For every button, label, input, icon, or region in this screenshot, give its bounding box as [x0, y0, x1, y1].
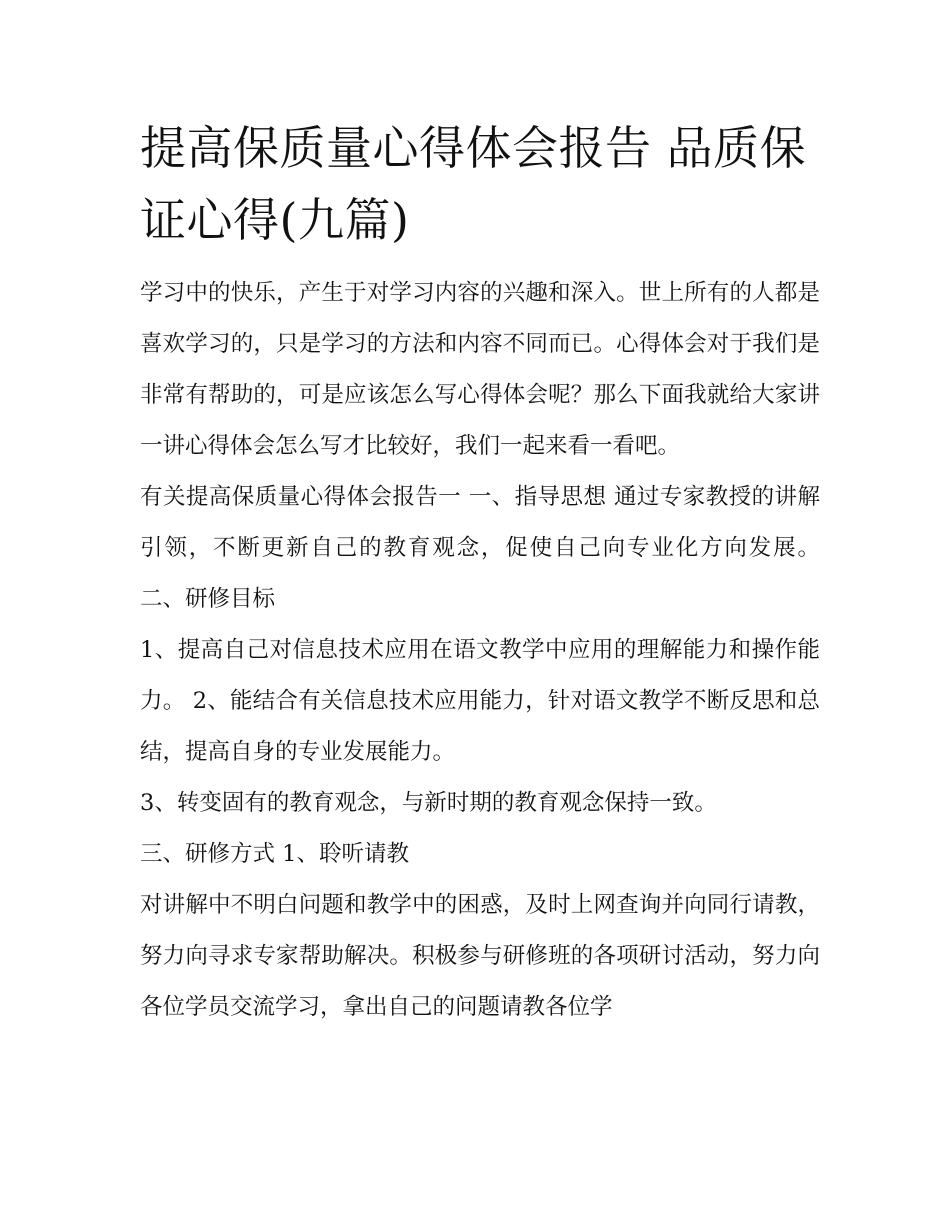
- document-title: 提高保质量心得体会报告 品质保证心得(九篇): [140, 121, 807, 247]
- paragraph-guiding-thought: 有关提高保质量心得体会报告一 一、指导思想 通过专家教授的讲解引领，不断更新自己的教育观念，促使自己向专业化方向发展。 二、研修目标: [140, 484, 820, 612]
- paragraph-goal-1-2: 1、提高自己对信息技术应用在语文教学中应用的理解能力和操作能力。 2、能结合有关信息技术应用能力，针对语文教学不断反思和总结，提高自身的专业发展能力。: [140, 637, 820, 765]
- paragraph-goal-3: 3、转变固有的教育观念，与新时期的教育观念保持一致。: [140, 790, 717, 816]
- document-content: [140, 112, 820, 1033]
- paragraph-intro: 学习中的快乐，产生于对学习内容的兴趣和深入。世上所有的人都是喜欢学习的，只是学习的方法和内容不同而已。心得体会对于我们是非常有帮助的，可是应该怎么写心得体会呢？那么下面我就给大家讲一讲心得体会怎么写才比较好，我们一起来看一看吧。: [140, 280, 820, 459]
- paragraph-method-detail: 对讲解中不明白问题和教学中的困惑，及时上网查询并向同行请教，努力向寻求专家帮助解决。积极参与研修班的各项研讨活动，努力向各位学员交流学习，拿出自己的问题请教各位学: [140, 892, 820, 1020]
- document-body: [140, 268, 820, 1033]
- paragraph-method-heading: 三、研修方式 1、聆听请教: [140, 841, 409, 867]
